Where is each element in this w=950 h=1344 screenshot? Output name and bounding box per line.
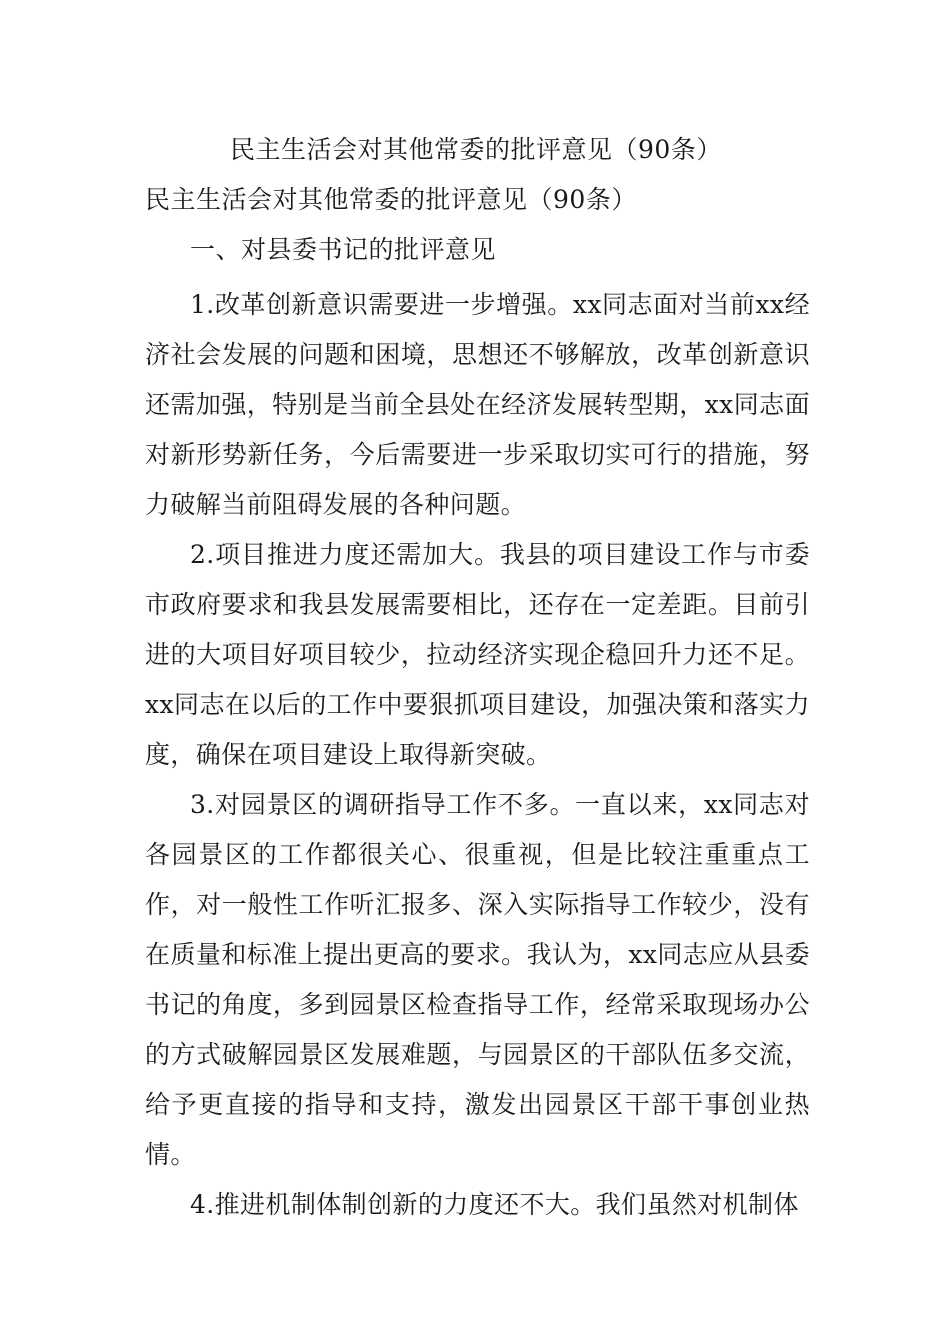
paragraph-3: 3.对园景区的调研指导工作不多。一直以来，xx同志对各园景区的工作都很关心、很重视，但是比较注重重点工作，对一般性工作听汇报多、深入实际指导工作较少，没有在质量和标准上提出更高的要求。我认为，xx同志应从县委书记的角度，多到园景区检查指导工作，经常采取现场办公的方式破解园景区发展难题，与园景区的干部队伍多交流，给予更直接的指导和支持，激发出园景区干部干事创业热情。 [145,790,810,1169]
document-body [145,280,810,1230]
document-title: 民主生活会对其他常委的批评意见（90条） [230,135,722,164]
section-heading: 一、对县委书记的批评意见 [190,235,497,264]
paragraph-2: 2.项目推进力度还需加大。我县的项目建设工作与市委市政府要求和我县发展需要相比，还存在一定差距。目前引进的大项目好项目较少，拉动经济实现企稳回升力还不足。xx同志在以后的工作中要狠抓项目建设，加强决策和落实力度，确保在项目建设上取得新突破。 [145,540,810,769]
paragraph-4: 4.推进机制体制创新的力度还不大。我们虽然对机制体 [190,1190,799,1219]
paragraph-1: 1.改革创新意识需要进一步增强。xx同志面对当前xx经济社会发展的问题和困境，思想还不够解放，改革创新意识还需加强，特别是当前全县处在经济发展转型期，xx同志面对新形势新任务，今后需要进一步采取切实可行的措施，努力破解当前阻碍发展的各种问题。 [145,290,810,519]
document-subtitle: 民主生活会对其他常委的批评意见（90条） [145,185,637,214]
